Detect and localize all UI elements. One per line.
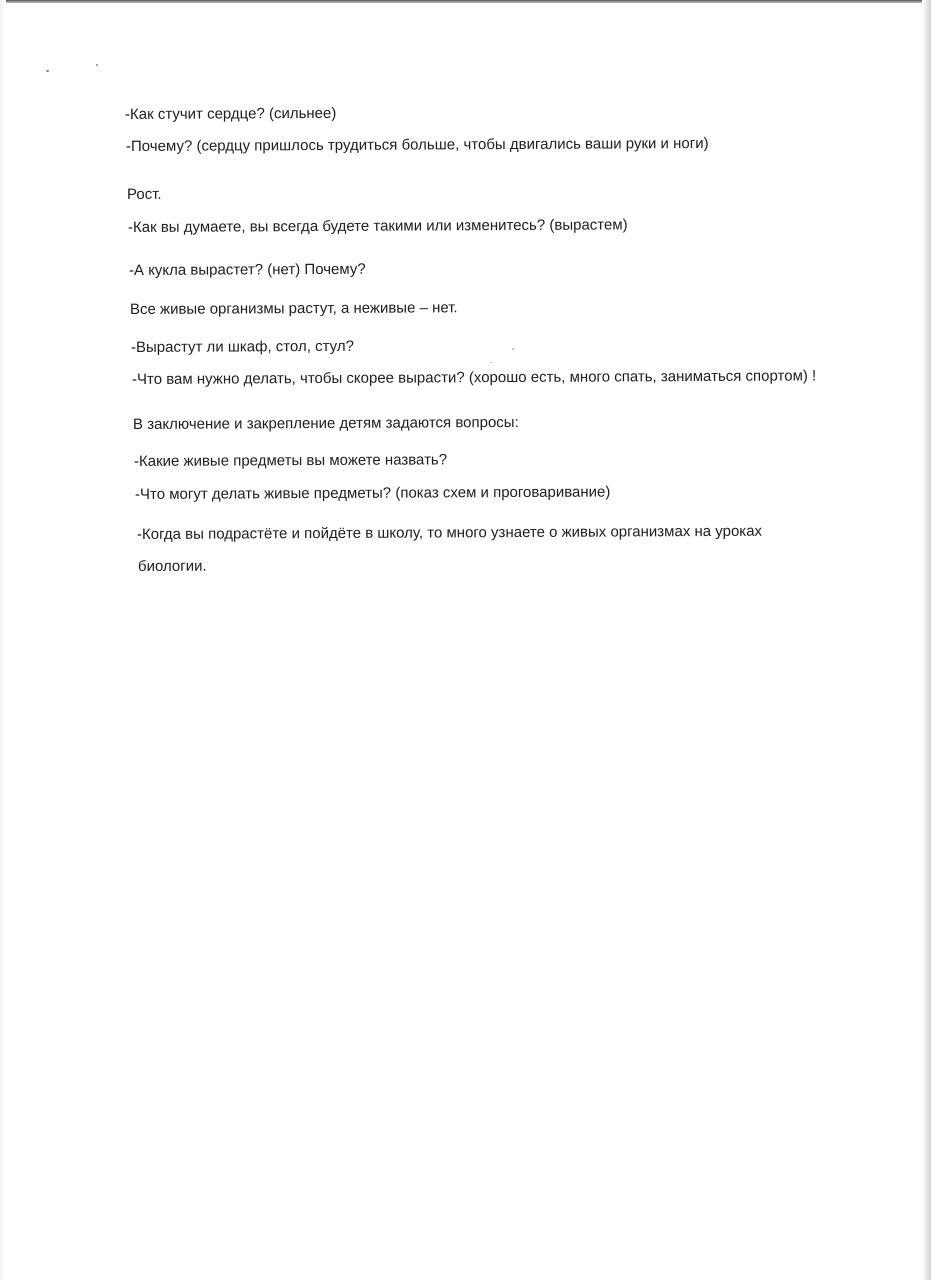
text-line: -Что вам нужно делать, чтобы скорее вырасти? (хорошо есть, много спать, заниматься спортом) ! bbox=[131, 367, 817, 388]
scan-speck bbox=[490, 362, 492, 363]
text-line: -Почему? (сердцу пришлось трудиться больше, чтобы двигались ваши руки и ноги) bbox=[125, 134, 709, 155]
scan-speck bbox=[46, 70, 49, 72]
text-line: биологии. bbox=[137, 557, 207, 575]
text-line: В заключение и закрепление детям задаются вопросы: bbox=[132, 413, 519, 433]
scan-top-edge bbox=[0, 0, 931, 3]
text-line: -Какие живые предметы вы можете назвать? bbox=[133, 451, 448, 470]
scan-speck bbox=[96, 64, 98, 66]
scan-left-edge bbox=[0, 0, 6, 1280]
text-line: -А кукла вырастет? (нет) Почему? bbox=[128, 260, 366, 279]
text-line: Рост. bbox=[126, 185, 162, 203]
text-line: -Что могут делать живые предметы? (показ схем и проговаривание) bbox=[134, 483, 611, 503]
text-line: -Как стучит сердце? (сильнее) bbox=[124, 104, 337, 123]
text-line: -Когда вы подрастёте и пойдёте в школу, то много узнаете о живых организмах на уроках bbox=[136, 522, 763, 543]
scan-right-edge bbox=[922, 0, 931, 1280]
text-line: Все живые организмы растут, а неживые – нет. bbox=[129, 299, 458, 318]
text-line: -Вырастут ли шкаф, стол, стул? bbox=[130, 337, 354, 356]
text-line: -Как вы думаете, вы всегда будете такими или изменитесь? (вырастем) bbox=[127, 216, 628, 236]
scan-speck bbox=[512, 348, 514, 350]
